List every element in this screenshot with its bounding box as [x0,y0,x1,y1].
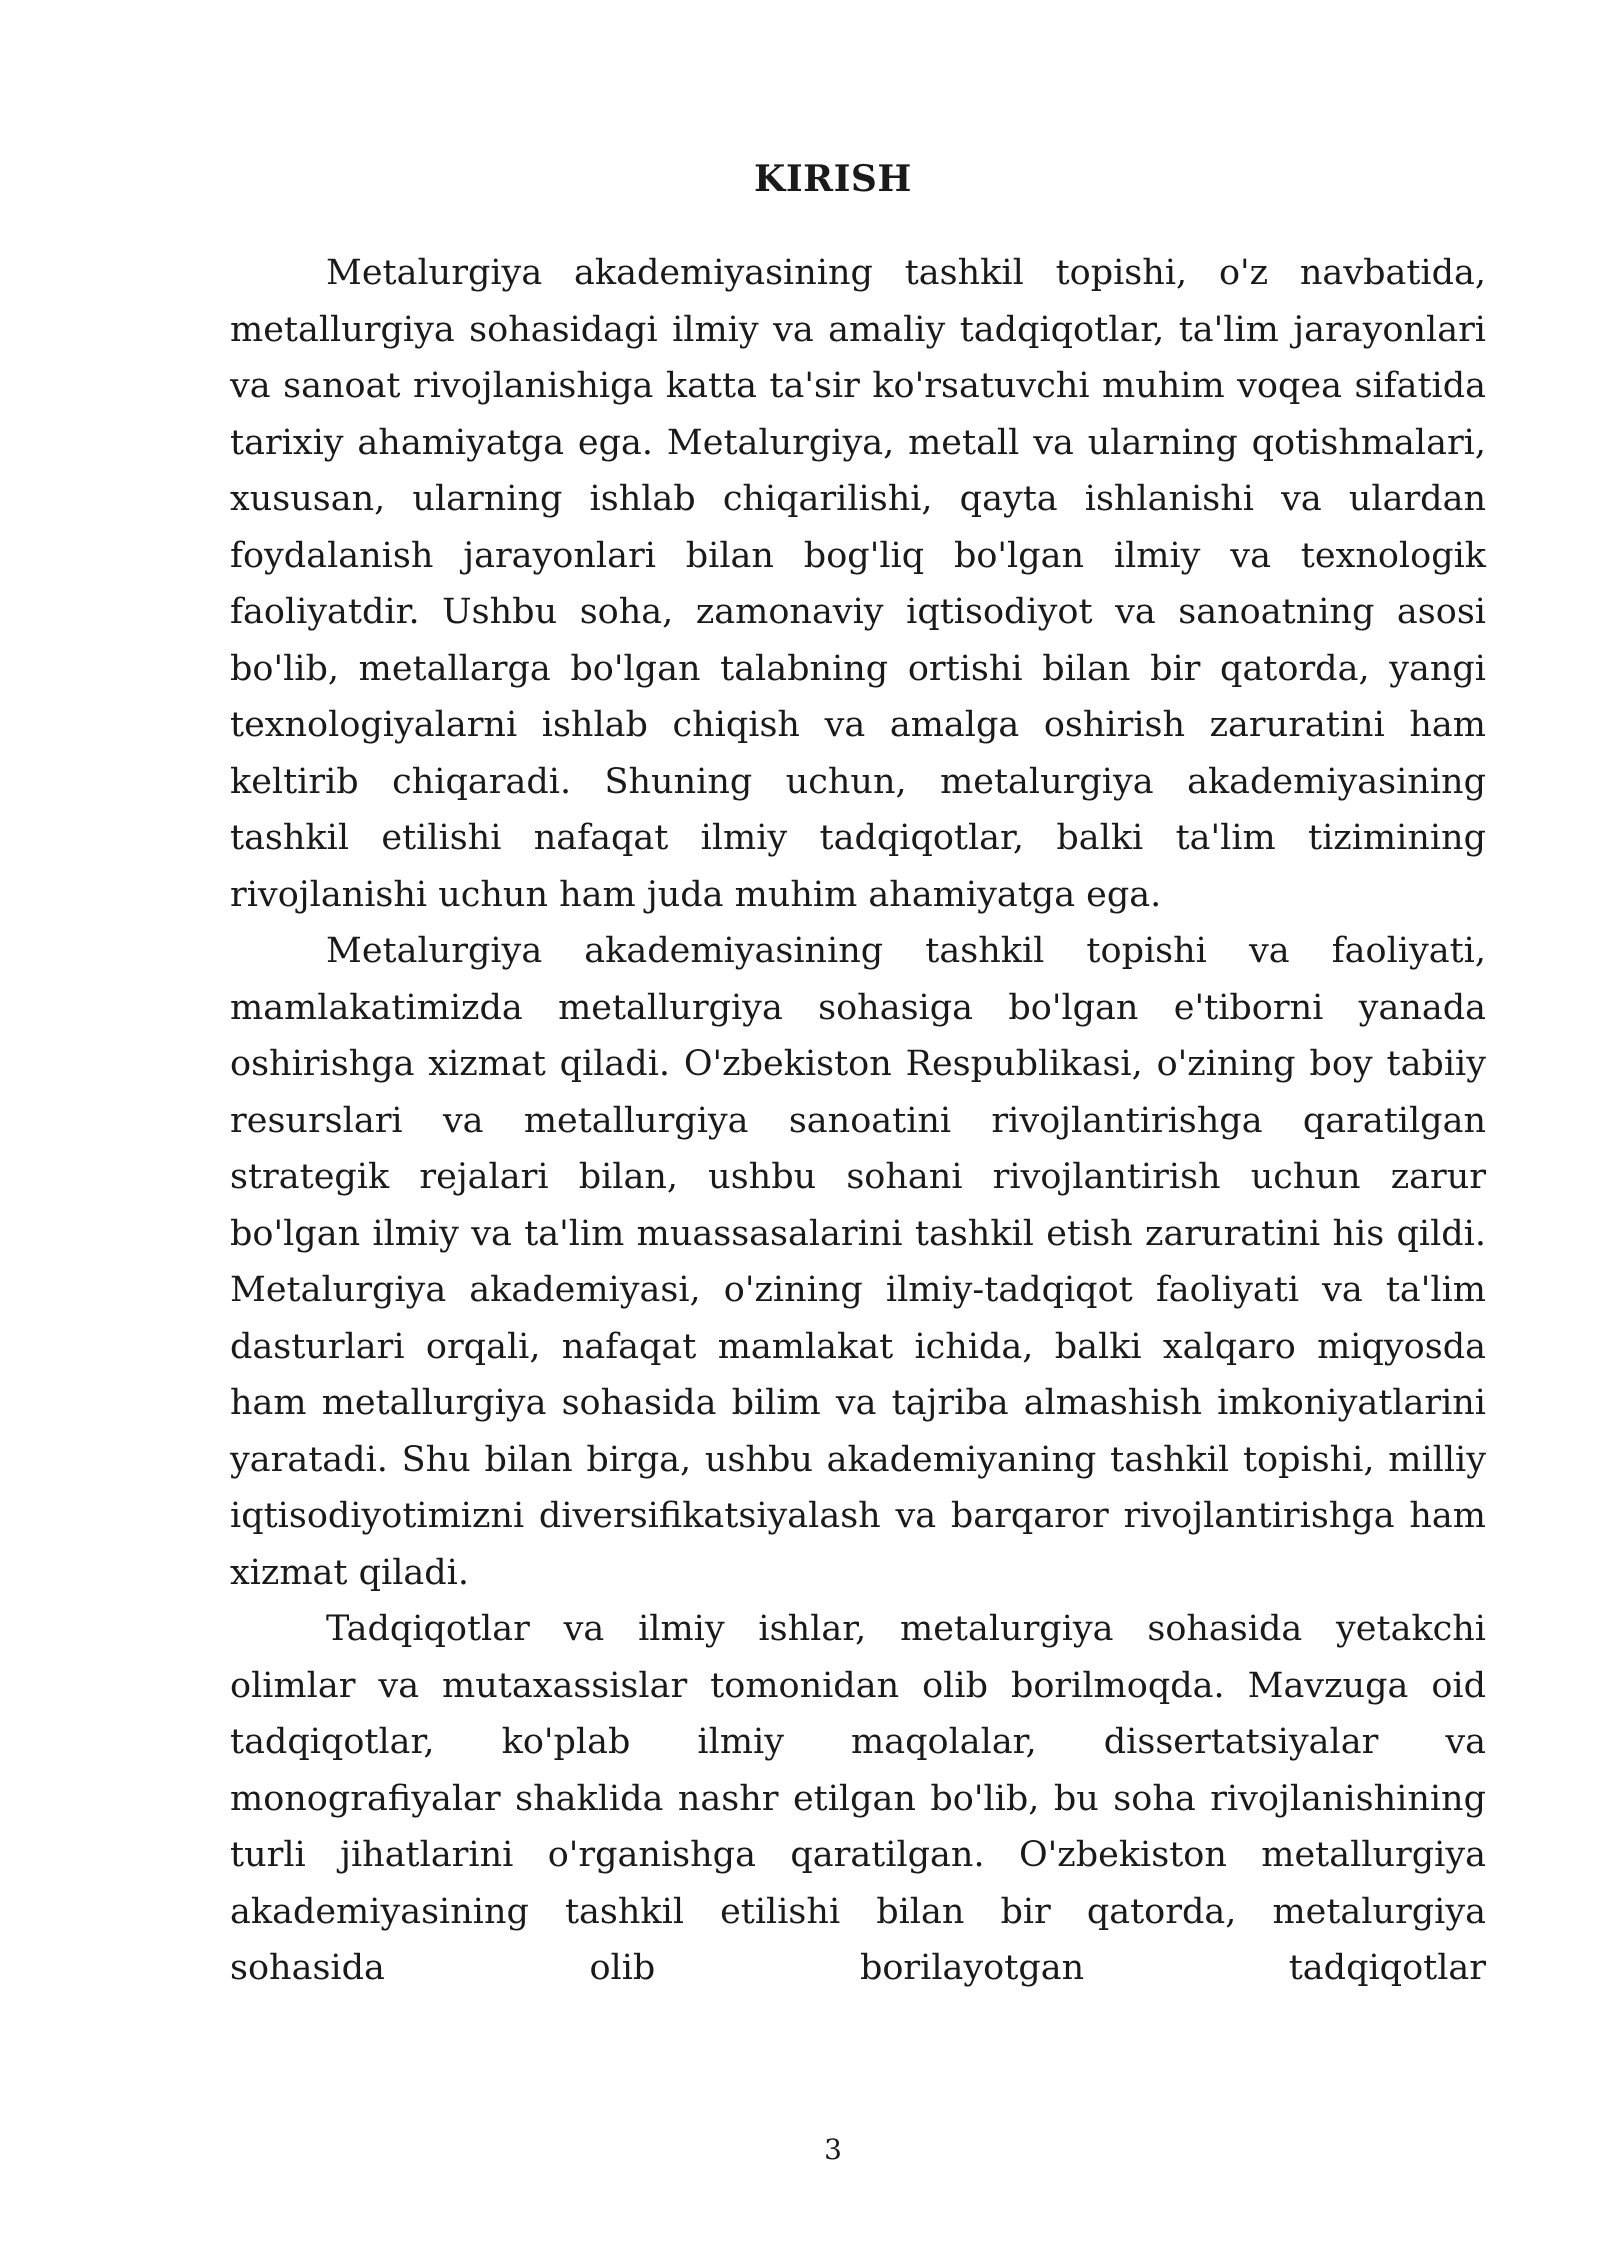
page-title: KIRISH [754,158,912,200]
body-text [230,245,1486,1997]
paragraph-2: Metalurgiya akademiyasining tashkil topishi va faoliyati, mamlakatimizda metallurgiya sohasiga bo'lgan e'tiborni yanada oshirishga xizmat qiladi. O'zbekiston Respublikasi, o'zining boy tabiiy resurslari va metallurgiya sanoatini rivojlantirishga qaratilgan strategik rejalari bilan, ushbu sohani rivojlantirish uchun zarur bo'lgan ilmiy va ta'lim muassasalarini tashkil etish zaruratini his qildi. Metalurgiya akademiyasi, o'zining ilmiy-tadqiqot faoliyati va ta'lim dasturlari orqali, nafaqat mamlakat ichida, balki xalqaro miqyosda ham metallurgiya sohasida bilim va tajriba almashish imkoniyatlarini yaratadi. Shu bilan birga, ushbu akademiyaning tashkil topishi, milliy iqtisodiyotimizni diversifikatsiyalash va barqaror rivojlantirishga ham xizmat qiladi. [230,931,1486,1593]
page-number: 3 [824,2133,842,2166]
paragraph-1: Metalurgiya akademiyasining tashkil topishi, o'z navbatida, metallurgiya sohasidagi ilmiy va amaliy tadqiqotlar, ta'lim jarayonlari va sanoat rivojlanishiga katta ta'sir ko'rsatuvchi muhim voqea sifatida tarixiy ahamiyatga ega. Metalurgiya, metall va ularning qotishmalari, xususan, ularning ishlab chiqarilishi, qayta ishlanishi va ulardan foydalanish jarayonlari bilan bog'liq bo'lgan ilmiy va texnologik faoliyatdir. Ushbu soha, zamonaviy iqtisodiyot va sanoatning asosi bo'lib, metallarga bo'lgan talabning ortishi bilan bir qatorda, yangi texnologiyalarni ishlab chiqish va amalga oshirish zaruratini ham keltirib chiqaradi. Shuning uchun, metalurgiya akademiyasining tashkil etilishi nafaqat ilmiy tadqiqotlar, balki ta'lim tizimining rivojlanishi uchun ham juda muhim ahamiyatga ega. [230,253,1486,915]
paragraph-3: Tadqiqotlar va ilmiy ishlar, metalurgiya sohasida yetakchi olimlar va mutaxassislar tomonidan olib borilmoqda. Mavzuga oid tadqiqotlar, ko'plab ilmiy maqolalar, dissertatsiyalar va monografiyalar shaklida nashr etilgan bo'lib, bu soha rivojlanishining turli jihatlarini o'rganishga qaratilgan. O'zbekiston metallurgiya akademiyasining tashkil etilishi bilan bir qatorda, metalurgiya sohasida olib borilayotgan tadqiqotlar [230,1609,1486,1988]
